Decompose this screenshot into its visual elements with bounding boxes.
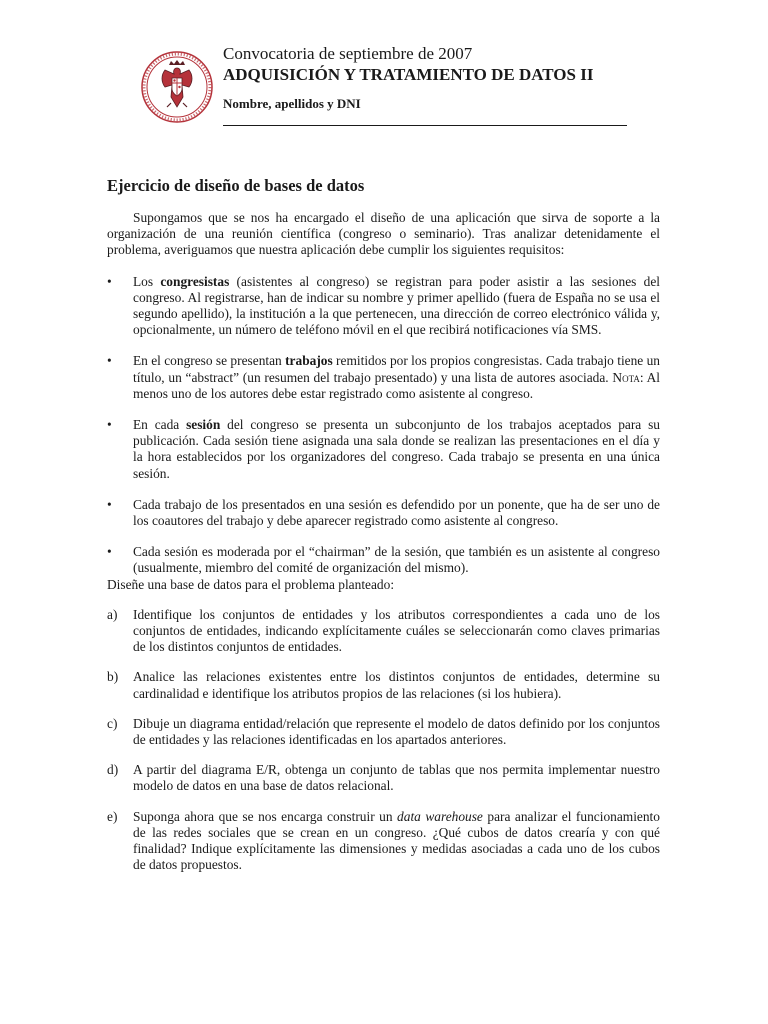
exercise-body	[107, 210, 660, 874]
task-label: b)	[107, 669, 119, 685]
exam-session-title: Convocatoria de septiembre de 2007	[223, 44, 473, 63]
exercise-title: Ejercicio de diseño de bases de datos	[107, 176, 365, 195]
bullet-icon: •	[107, 544, 112, 560]
task-label: d)	[107, 762, 119, 778]
task-item: c) Dibuje un diagrama entidad/relación que represente el modelo de datos definido por los conjuntos de entidades y las relaciones identificadas en los apartados anteriores.	[107, 715, 660, 748]
bullet-icon: •	[107, 273, 112, 289]
name-field-line	[223, 125, 627, 126]
task-label: c)	[107, 715, 118, 731]
requirement-item: • Los congresistas (asistentes al congreso) se registran para poder asistir a las sesiones del congreso. Al registrarse, han de indicar su nombre y primer apellido (fuera de España no se usa el segundo apellido), la institución a la que pertenecen, una dirección de correo electrónico válida y, opcionalmente, un número de teléfono móvil en el que recibirá notificaciones vía SMS.	[107, 273, 660, 338]
requirement-item: • En cada sesión del congreso se presenta un subconjunto de los trabajos aceptados para su publicación. Cada sesión tiene asignada una sala donde se realizan las presentaciones en el día y la hora establecidos por los organizadores del congreso. Cada trabajo se presenta en una única sesión.	[107, 417, 660, 481]
bullet-icon: •	[107, 417, 112, 433]
term-data-warehouse: data warehouse	[397, 808, 483, 824]
term-trabajos: trabajos	[285, 353, 333, 369]
intro-paragraph: Supongamos que se nos ha encargado el diseño de una aplicación que sirva de soporte a la organización de una reunión científica (congreso o seminario). Tras analizar detenidamente el problema, averiguamos que nuestra aplicación debe cumplir los siguientes requisitos:	[107, 210, 660, 258]
task-label: e)	[107, 808, 118, 824]
note-label: Nota:	[612, 369, 644, 385]
task-label: a)	[107, 606, 118, 622]
requirement-item: • En el congreso se presentan trabajos remitidos por los propios congresistas. Cada trabajo tiene un título, un “abstract” (un resumen del trabajo presentado) y una lista de autores asociada. Nota: Al menos uno de los autores debe estar registrado como asistente al congreso.	[107, 353, 661, 401]
requirement-item: • Cada sesión es moderada por el “chairman” de la sesión, que también es un asistente al congreso (usualmente, miembro del comité de organización del mismo).	[107, 544, 660, 576]
term-congresistas: congresistas	[160, 273, 230, 289]
name-field-label: Nombre, apellidos y DNI	[223, 96, 361, 111]
task-item: e) Suponga ahora que se nos encarga construir un data warehouse para analizar el funcionamiento de las redes sociales que se crean en un congreso. ¿Qué cubos de datos crearía y con qué finalidad? Indique explícitamente las dimensiones y medidas asociadas a cada uno de los cubos de datos propuestos.	[107, 808, 660, 873]
task-item: a) Identifique los conjuntos de entidades y los atributos correspondientes a cada uno de los conjuntos de entidades, indicando explícitamente cuáles se seleccionarán como claves primarias de los distintos conjuntos de entidades.	[107, 606, 660, 655]
task-item: b) Analice las relaciones existentes entre los distintos conjuntos de entidades, determine su cardinalidad e identifique los atributos propios de las relaciones (si los hubiera).	[107, 669, 660, 701]
bullet-icon: •	[107, 496, 112, 512]
task-intro-paragraph: Diseñe una base de datos para el problema planteado:	[107, 576, 395, 592]
university-seal-logo	[141, 51, 213, 123]
task-item: d) A partir del diagrama E/R, obtenga un conjunto de tablas que nos permita implementar nuestro modelo de datos en una base de datos relacional.	[107, 762, 660, 794]
bullet-icon: •	[107, 353, 112, 369]
term-sesion: sesión	[186, 417, 221, 433]
requirement-item: • Cada trabajo de los presentados en una sesión es defendido por un ponente, que ha de ser uno de los coautores del trabajo y debe aparecer registrado como asistente al congreso.	[107, 496, 660, 529]
course-title: ADQUISICIÓN Y TRATAMIENTO DE DATOS II	[223, 65, 594, 84]
